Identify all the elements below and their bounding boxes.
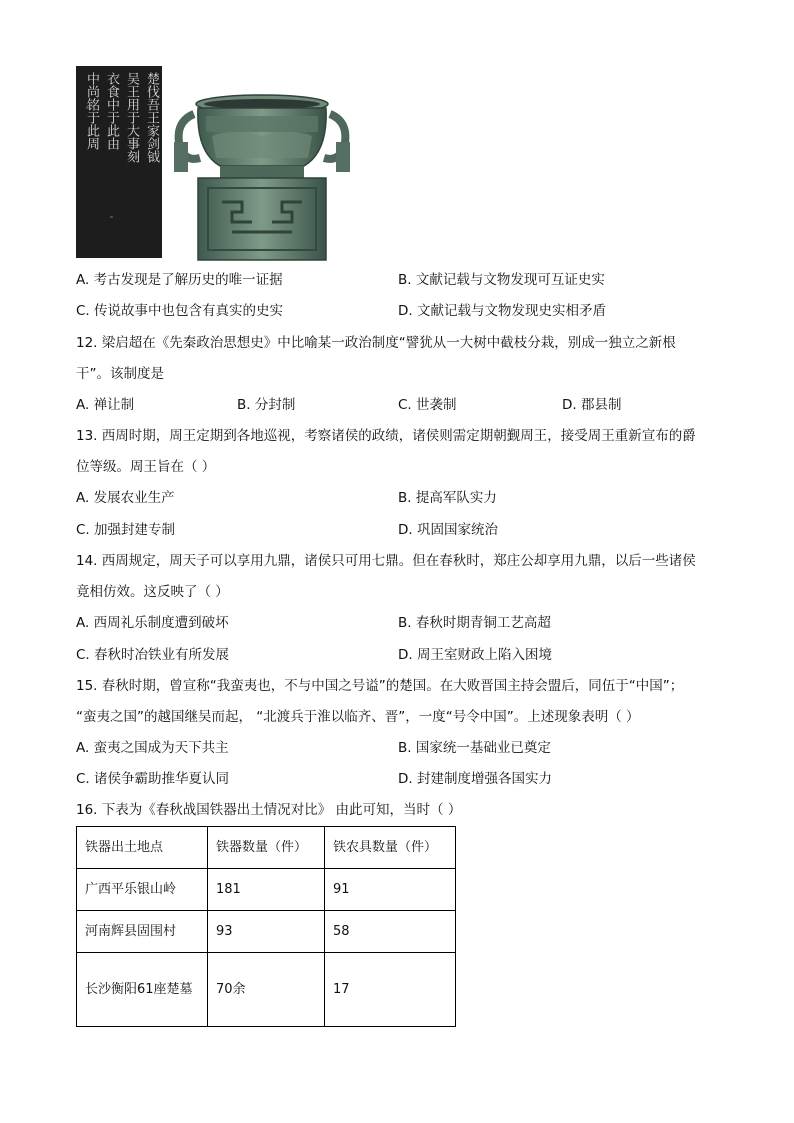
table-header-cell: 铁农具数量（件） (325, 827, 456, 869)
q13-option-c: C. 加强封建专制 (76, 522, 176, 538)
table-row (77, 911, 456, 953)
table-row (77, 953, 456, 1027)
q15-option-a: A. 蛮夷之国成为天下共主 (76, 740, 229, 756)
q16-stem: 16. 下表为《春秋战国铁器出土情况对比》 由此可知，当时（ ） (76, 802, 462, 818)
q13-stem: 13. 西周时期，周王定期到各地巡视，考察诸侯的政绩，诸侯则需定期朝觐周王，接受周王重新宣布的爵 (76, 428, 696, 444)
q14-option-b: B. 春秋时期青铜工艺高超 (398, 615, 551, 631)
q13-option-b: B. 提高军队实力 (398, 490, 497, 506)
q11-option-b: B. 文献记载与文物发现可互证史实 (398, 272, 605, 288)
table-header-cell: 铁器出土地点 (77, 827, 208, 869)
table-cell: 长沙衡阳61座楚墓 (77, 953, 208, 1027)
q11-option-d: D. 文献记载与文物发现史实相矛盾 (398, 303, 606, 319)
table-cell: 广西平乐银山岭 (77, 869, 208, 911)
q15-option-c: C. 诸侯争霸助推华夏认同 (76, 771, 230, 787)
q15-stem: 15. 春秋时期，曾宣称“我蛮夷也，不与中国之号谥”的楚国。在大败晋国主持会盟后，同伍于“中国”； (76, 678, 684, 694)
q12-option-a: A. 禅让制 (76, 397, 135, 413)
iron-artifacts-table (76, 826, 456, 1027)
inscription-column: 吴王用于大事刻 (124, 72, 139, 163)
q12-option-b: B. 分封制 (237, 397, 296, 413)
table-cell: 70余 (208, 953, 325, 1027)
q15-option-b: B. 国家统一基础业已奠定 (398, 740, 551, 756)
q14-stem: 14. 西周规定，周天子可以享用九鼎，诸侯只可用七鼎。但在春秋时，郑庄公却享用九鼎，以后一些诸侯 (76, 553, 696, 569)
q12-option-c: C. 世袭制 (398, 397, 457, 413)
q13-stem-cont: 位等级。周王旨在（ ） (76, 459, 216, 475)
q15-stem-cont: “蛮夷之国”的越国继吴而起， “北渡兵于淮以临齐、晋”，一度“号令中国”。上述现象表明（ ） (76, 709, 640, 725)
bronze-gui-vessel-image (172, 92, 352, 262)
table-cell: 181 (208, 869, 325, 911)
inscription-column: 中尚铭于此周 (84, 72, 99, 150)
table-header-cell: 铁器数量（件） (208, 827, 325, 869)
q13-option-a: A. 发展农业生产 (76, 490, 175, 506)
q11-option-a: A. 考古发现是了解历史的唯一证据 (76, 272, 283, 288)
q12-stem: 12. 梁启超在《先秦政治思想史》中比喻某一政治制度“譬犹从一大树中截枝分栽，别成一独立之新根 (76, 335, 676, 351)
q14-stem-cont: 竟相仿效。这反映了（ ） (76, 584, 229, 600)
q13-option-d: D. 巩固国家统治 (398, 522, 498, 538)
table-row (77, 869, 456, 911)
q15-option-d: D. 封建制度增强各国实力 (398, 771, 552, 787)
table-cell: 17 (325, 953, 456, 1027)
q14-option-c: C. 春秋时冶铁业有所发展 (76, 647, 230, 663)
table-header-row (77, 827, 456, 869)
inscription-rubbing-image (76, 66, 162, 258)
table-cell: 河南辉县固围村 (77, 911, 208, 953)
table-cell: 91 (325, 869, 456, 911)
table-cell: 93 (208, 911, 325, 953)
table-cell: 58 (325, 911, 456, 953)
q12-stem-cont: 干”。该制度是 (76, 366, 164, 382)
q14-option-d: D. 周王室财政上陷入困境 (398, 647, 552, 663)
q14-option-a: A. 西周礼乐制度遭到破坏 (76, 615, 229, 631)
inscription-column: 衣食中于此由 (104, 72, 119, 150)
q12-option-d: D. 郡县制 (562, 397, 622, 413)
figure-inscription-and-bronze (76, 66, 356, 260)
inscription-column: 楚伐吾王家剑钺 (144, 72, 159, 163)
q11-option-c: C. 传说故事中也包含有真实的史实 (76, 303, 284, 319)
